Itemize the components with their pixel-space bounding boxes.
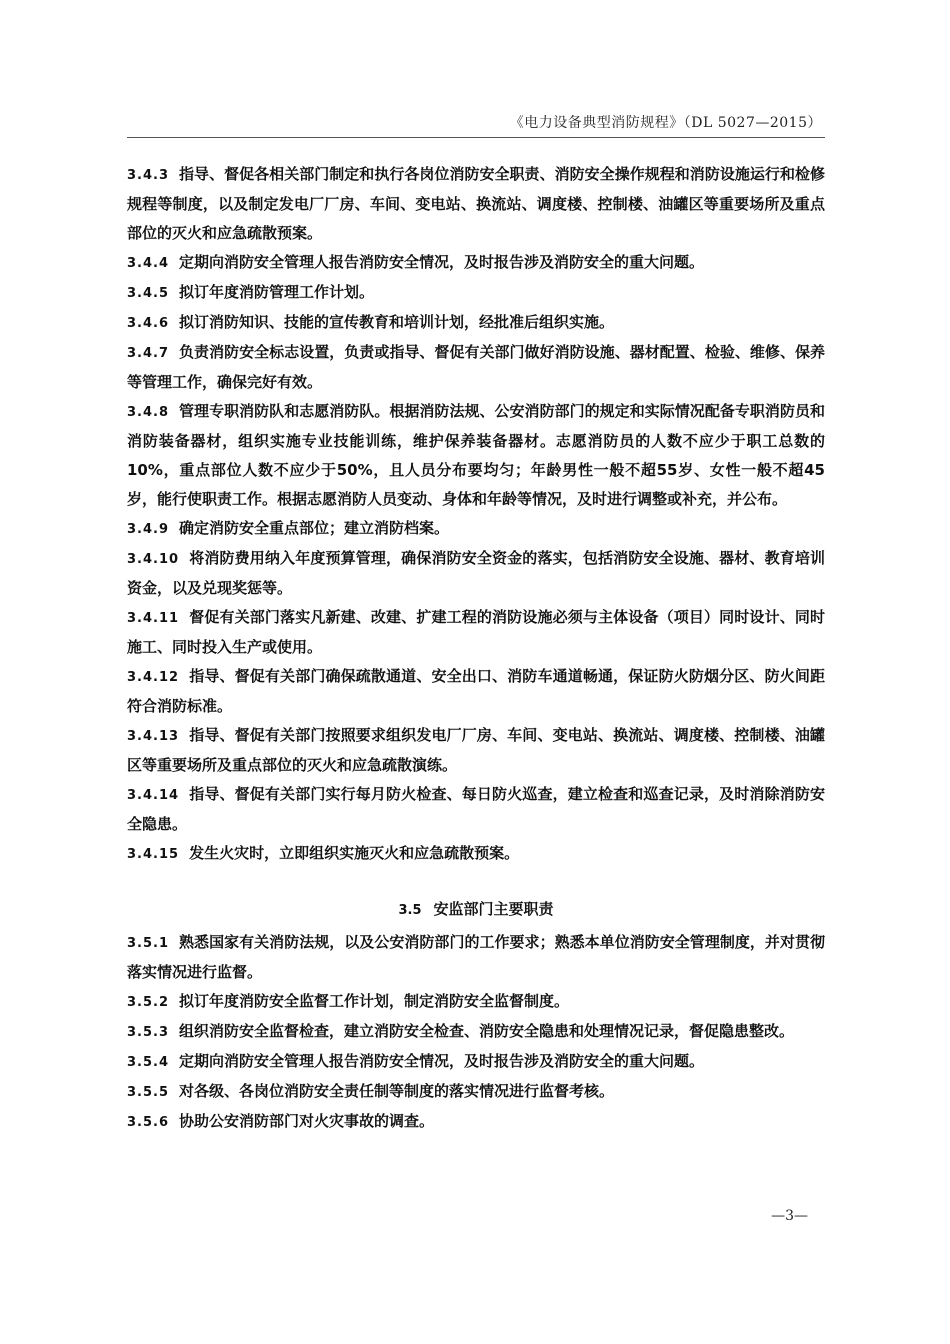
clause-text: 定期向消防安全管理人报告消防安全情况，及时报告涉及消防安全的重大问题。 [179, 1052, 705, 1070]
clause-text: 组织消防安全监督检查，建立消防安全检查、消防安全隐患和处理情况记录，督促隐患整改。 [179, 1022, 795, 1040]
clauses-3-4 [127, 160, 825, 869]
clause-number: 3.5.3 [127, 1025, 170, 1040]
clause-text: 协助公安消防部门对火灾事故的调查。 [179, 1112, 435, 1130]
clause-number: 3.4.11 [127, 611, 180, 626]
clause-paragraph [127, 544, 825, 603]
clause-text: 负责消防安全标志设置，负责或指导、督促有关部门做好消防设施、器材配置、检验、维修、保养等管理工作，确保完好有效。 [127, 343, 825, 391]
clause-text: 指导、督促有关部门确保疏散通道、安全出口、消防车通道畅通，保证防火防烟分区、防火间距符合消防标准。 [127, 667, 825, 715]
clause-text: 拟订年度消防安全监督工作计划，制定消防安全监督制度。 [179, 992, 570, 1010]
clause-number: 3.5.6 [127, 1115, 170, 1130]
clause-paragraph [127, 514, 825, 544]
clauses-3-5 [127, 928, 825, 1137]
clause-paragraph [127, 278, 825, 308]
clause-number: 3.5.2 [127, 995, 170, 1010]
clause-paragraph [127, 987, 825, 1017]
clause-number: 3.4.7 [127, 346, 170, 361]
clause-number: 3.5.5 [127, 1085, 170, 1100]
section-heading [127, 895, 825, 925]
clause-number: 3.4.14 [127, 788, 180, 803]
clause-paragraph [127, 721, 825, 780]
clause-text: 熟悉国家有关消防法规，以及公安消防部门的工作要求；熟悉本单位消防安全管理制度，并对贯彻落实情况进行监督。 [127, 933, 825, 981]
clause-paragraph [127, 662, 825, 721]
clause-number: 3.4.6 [127, 316, 170, 331]
clause-number: 3.4.3 [127, 168, 170, 183]
clause-paragraph [127, 1077, 825, 1107]
clause-paragraph [127, 308, 825, 338]
clause-paragraph [127, 928, 825, 987]
clause-paragraph [127, 839, 825, 869]
clause-paragraph [127, 1047, 825, 1077]
clause-paragraph [127, 780, 825, 839]
clause-number: 3.5.4 [127, 1055, 170, 1070]
clause-text: 指导、督促有关部门实行每月防火检查、每日防火巡查，建立检查和巡查记录，及时消除消防安全隐患。 [127, 785, 825, 833]
clause-text: 发生火灾时，立即组织实施灭火和应急疏散预案。 [189, 844, 520, 862]
clause-text: 督促有关部门落实凡新建、改建、扩建工程的消防设施必须与主体设备（项目）同时设计、同时施工、同时投入生产或使用。 [127, 608, 825, 656]
document-body [127, 160, 825, 1137]
section-number: 3.5 [398, 903, 422, 918]
clause-text: 管理专职消防队和志愿消防队。根据消防法规、公安消防部门的规定和实际情况配备专职消防员和消防装备器材，组织实施专业技能训练，维护保养装备器材。志愿消防员的人数不应少于职工总数的10%，重点部位人数不应少于50%，且人员分布要均匀；年龄男性一般不超55岁、女性一般不超45岁，能行使职责工作。根据志愿消防人员变动、身体和年龄等情况，及时进行调整或补充，并公布。 [127, 402, 825, 508]
header-rule [127, 137, 825, 138]
clause-paragraph [127, 603, 825, 662]
clause-number: 3.4.15 [127, 847, 180, 862]
clause-number: 3.4.5 [127, 286, 170, 301]
clause-paragraph [127, 248, 825, 278]
clause-text: 拟订消防知识、技能的宣传教育和培训计划，经批准后组织实施。 [179, 313, 615, 331]
clause-number: 3.4.8 [127, 405, 170, 420]
clause-text: 指导、督促各相关部门制定和执行各岗位消防安全职责、消防安全操作规程和消防设施运行和检修规程等制度，以及制定发电厂厂房、车间、变电站、换流站、调度楼、控制楼、油罐区等重要场所及重点部位的灭火和应急疏散预案。 [127, 165, 825, 242]
clause-number: 3.4.4 [127, 256, 170, 271]
clause-number: 3.4.10 [127, 552, 180, 567]
section-title: 安监部门主要职责 [433, 900, 554, 918]
clause-text: 定期向消防安全管理人报告消防安全情况，及时报告涉及消防安全的重大问题。 [179, 253, 705, 271]
clause-paragraph [127, 1107, 825, 1137]
clause-text: 拟订年度消防管理工作计划。 [179, 283, 375, 301]
running-header: 《电力设备典型消防规程》（DL 5027—2015） [509, 115, 822, 131]
clause-paragraph [127, 338, 825, 397]
clause-text: 确定消防安全重点部位；建立消防档案。 [179, 519, 450, 537]
clause-number: 3.5.1 [127, 936, 170, 951]
clause-text: 指导、督促有关部门按照要求组织发电厂厂房、车间、变电站、换流站、调度楼、控制楼、油罐区等重要场所及重点部位的灭火和应急疏散演练。 [127, 726, 825, 774]
clause-text: 对各级、各岗位消防安全责任制等制度的落实情况进行监督考核。 [179, 1082, 615, 1100]
clause-text: 将消防费用纳入年度预算管理，确保消防安全资金的落实，包括消防安全设施、器材、教育培训资金，以及兑现奖惩等。 [127, 549, 825, 597]
clause-paragraph [127, 160, 825, 248]
clause-number: 3.4.12 [127, 670, 180, 685]
clause-paragraph [127, 397, 825, 514]
clause-number: 3.4.13 [127, 729, 180, 744]
clause-number: 3.4.9 [127, 522, 170, 537]
clause-paragraph [127, 1017, 825, 1047]
page-number: —3— [771, 1208, 808, 1224]
